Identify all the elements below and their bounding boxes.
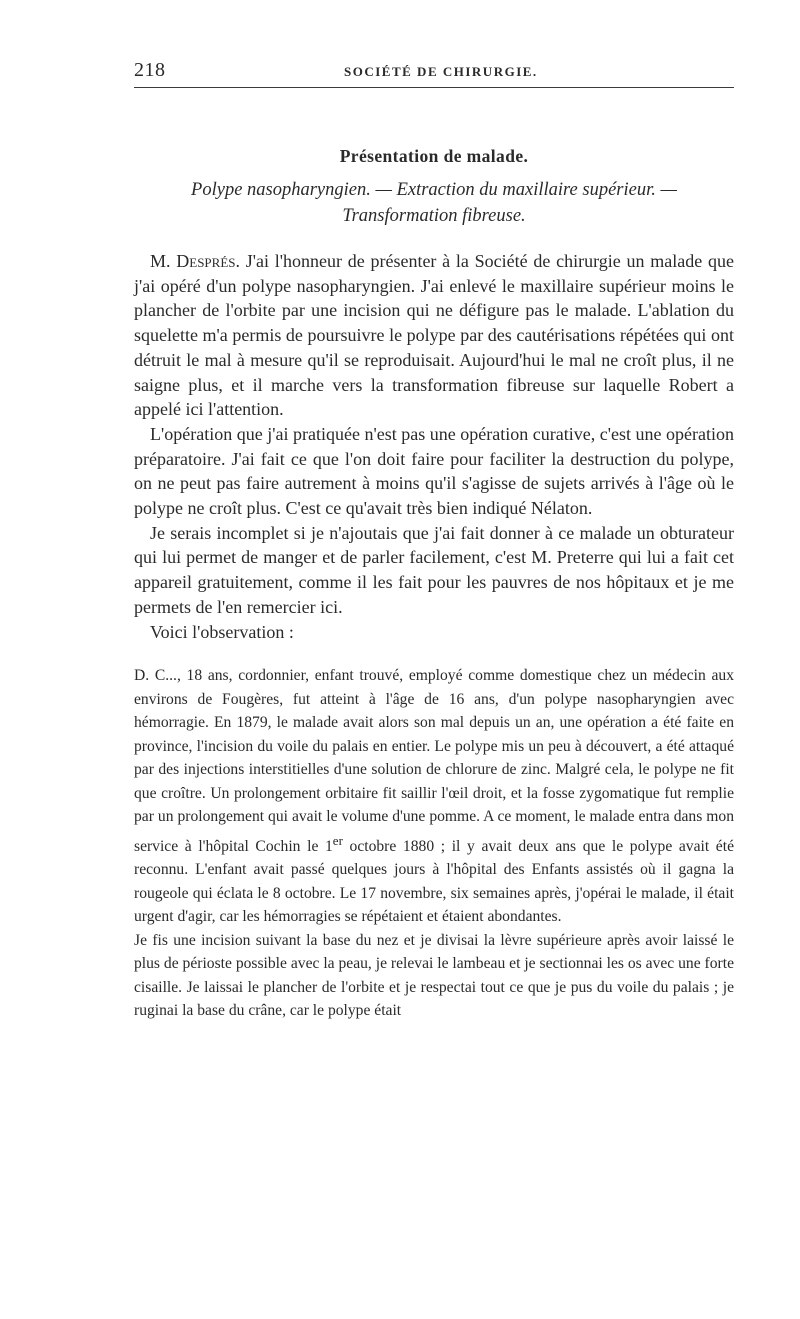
page-number: 218 bbox=[134, 59, 166, 81]
observation-text-b: octobre 1880 ; il y avait deux ans que le polype avait été reconnu. L'enfant avait passé quelques jours à l'hôpital des Enfants assistés où il gagna la rougeole qui éclata le 8 octobre. Le 17 novembre, six semaines après, j'opérai le malade, il était urgent d'agir, car les hémorragies se répétaient et étaient abondantes. bbox=[134, 837, 734, 926]
author-name: M. Després. bbox=[150, 251, 240, 271]
paragraph-1 bbox=[134, 249, 734, 422]
paragraph-2: L'opération que j'ai pratiquée n'est pas une opération curative, c'est une opération préparatoire. J'ai fait ce que l'on doit faire pour faciliter la destruction du polype, on ne peut pas faire autrement à moins qu'il s'agisse de sujets arrivés à l'âge où le polype ne croît plus. C'est ce qu'avait très bien indiqué Nélaton. bbox=[134, 423, 734, 519]
observation-paragraph-2: Je fis une incision suivant la base du nez et je divisai la lèvre supérieure après avoir laissé le plus de périoste possible avec la peau, je relevai le lambeau et je sectionnai les os avec une forte cisaille. Je laissai le plancher de l'orbite et je respectai tout ce que je pus du voile du palais ; je ruginai la base du crâne, car le polype était bbox=[134, 931, 734, 1020]
paragraph-1-text: J'ai l'honneur de présenter à la Société de chirurgie un malade que j'ai opéré d'un polype nasopharyngien. J'ai enlevé le maxillaire supérieur moins le plancher de l'orbite par une incision qui ne défigure pas le malade. L'ablation du squelette m'a permis de poursuivre le polype par des cautérisations répétées qui ont détruit le mal à mesure qu'il se reproduisait. Aujourd'hui le mal ne croît plus, il ne saigne plus, et il marche vers la transformation fibreuse sur laquelle Robert a appelé ici l'attention. bbox=[134, 251, 734, 420]
observation bbox=[134, 664, 734, 1023]
case-title bbox=[134, 177, 734, 229]
ordinal-superscript: er bbox=[332, 832, 343, 848]
main-text bbox=[134, 249, 734, 644]
observation-text-a: D. C..., 18 ans, cordonnier, enfant trouvé, employé comme domestique chez un médecin aux environs de Fougères, fut atteint à l'âge de 16 ans, d'un polype nasopharyngien avec hémorragie. En 1879, le malade avait alors son mal depuis un an, une opération a été faite en province, l'incision du voile du palais en entier. Le polype mis un peu à découvert, a été attaqué par des injections interstitielles d'une solution de chlorure de zinc. Malgré cela, le polype ne fit que croître. Un prolongement orbitaire fit saillir l'œil droit, et la fosse zygomatique fut remplie par un prolongement qui avait le volume d'une pomme. A ce moment, le malade entra dans mon service à l'hôpital Cochin le 1 bbox=[134, 667, 734, 855]
case-title-line-2: Transformation fibreuse. bbox=[342, 206, 526, 226]
journal-title: SOCIÉTÉ DE CHIRURGIE. bbox=[344, 64, 538, 79]
paragraph-3: Je serais incomplet si je n'ajoutais que j'ai fait donner à ce malade un obturateur qui lui permet de manger et de parler facilement, c'est M. Preterre qui lui a fait cet appareil gratuitement, comme il les fait pour les pauvres de nos hôpitaux et je me permets de l'en remercier ici. bbox=[134, 522, 734, 617]
observation-paragraph-1 bbox=[134, 664, 734, 929]
running-header bbox=[134, 55, 734, 88]
case-title-line-1: Polype nasopharyngien. — Extraction du maxillaire supérieur. — bbox=[191, 180, 677, 200]
paragraph-4: Voici l'observation : bbox=[150, 621, 294, 642]
book-page bbox=[134, 55, 734, 1023]
section-title: Présentation de malade. bbox=[339, 146, 529, 166]
